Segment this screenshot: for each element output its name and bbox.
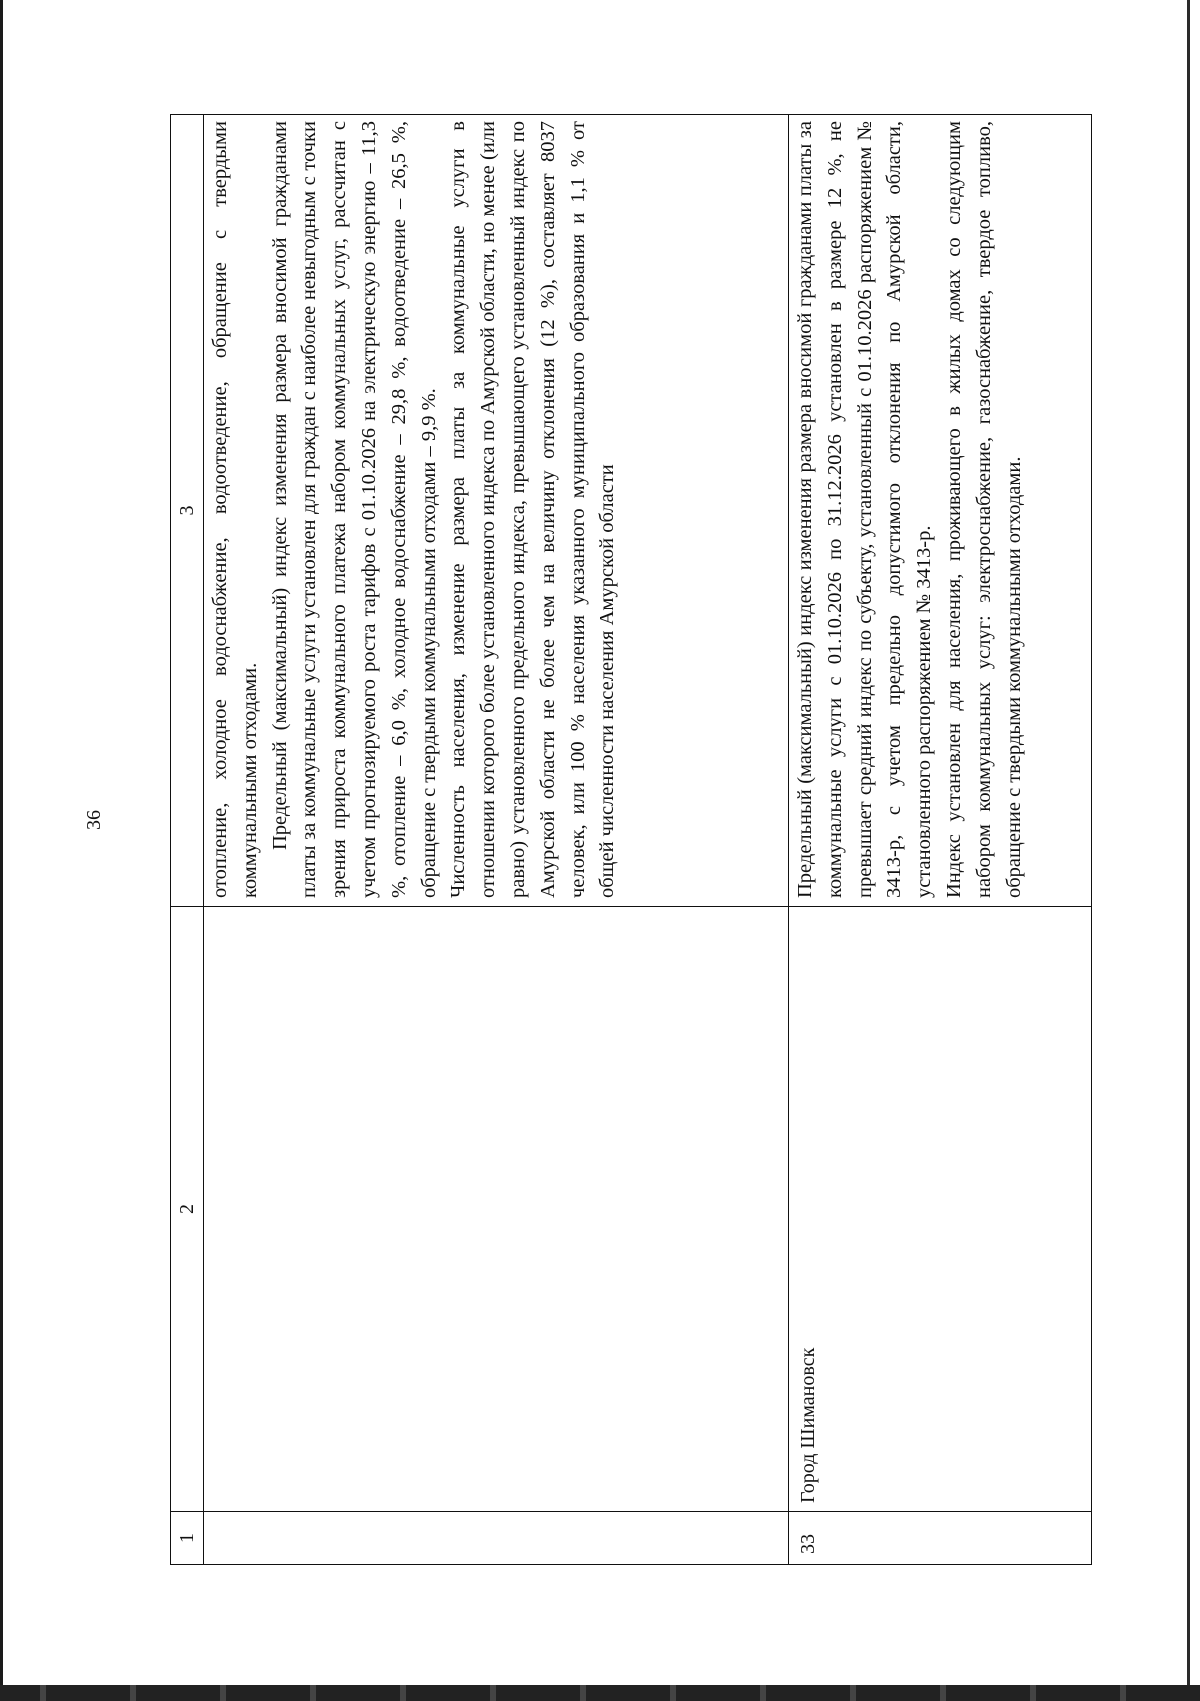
header-col-2: 2 [171,907,204,1512]
paragraph: Численность населения, изменение размера платы за коммунальные услуги в отношении которого более установленного индекса по Амурской области, но менее (или равно) установленного предельного индекса, превышающего установленный индекс по Амурской области не более чем на величину отклонения (12 %), составляет 8037 человек, или 100 % населения указанного муниципального образования и 1,1 % от общей численности населения Амурской области [447,121,619,898]
municipality-name [204,907,208,1511]
scan-edge-right [1187,0,1190,1701]
paragraph: отопление, холодное водоснабжение, водоотведение, обращение с твердыми коммунальными отходами. [209,121,261,898]
scan-edge-left [0,0,3,1701]
paragraph: Индекс установлен для населения, проживающего в жилых домах со следующим набором коммунальных услуг: электроснабжение, газоснабжение, твердое топливо, обращение с твердыми коммунальными отходами. [942,121,1025,898]
page-number: 36 [83,810,105,830]
description-cell [789,115,1092,907]
row-number [204,1512,208,1564]
rotated-table-wrapper [170,115,1090,1565]
header-col-3: 3 [171,115,204,907]
row-number-cell [789,1512,1092,1565]
row-number-cell [204,1512,789,1565]
description-cell [204,115,789,907]
municipality-cell [204,907,789,1512]
row-number: 33 [797,1534,819,1554]
table-header-row [171,115,204,1565]
scan-edge-bottom [0,1685,1200,1701]
header-col-1: 1 [171,1512,204,1565]
paragraph: Предельный (максимальный) индекс изменения размера вносимой гражданами платы за коммунальные услуги установлен для граждан с наиболее невыгодным с точки зрения прироста коммунального платежа набором коммунальных услуг, рассчитан с учетом прогнозируемого роста тарифов с 01.10.2026 на электрическую энергию – 11,3 %, отопление – 6,0 %, холодное водоснабжение – 29,8 %, водоотведение – 26,5 %, обращение с твердыми коммунальными отходами – 9,9 %. [268,121,440,898]
table-row-33 [789,115,1092,1565]
municipality-name: Город Шимановск [797,1347,819,1503]
document-table [170,114,1092,1565]
table-row-continuation [204,115,789,1565]
paragraph: Предельный (максимальный) индекс изменения размера вносимой гражданами платы за коммунальные услуги с 01.10.2026 по 31.12.2026 установлен в размере 12 %, не превышает средний индекс по субъекту, установленный с 01.10.2026 распоряжением № 3413-р, с учетом предельно допустимого отклонения по Амурской области, установленного распоряжением № 3413-р. [794,121,936,898]
municipality-cell [789,907,1092,1512]
